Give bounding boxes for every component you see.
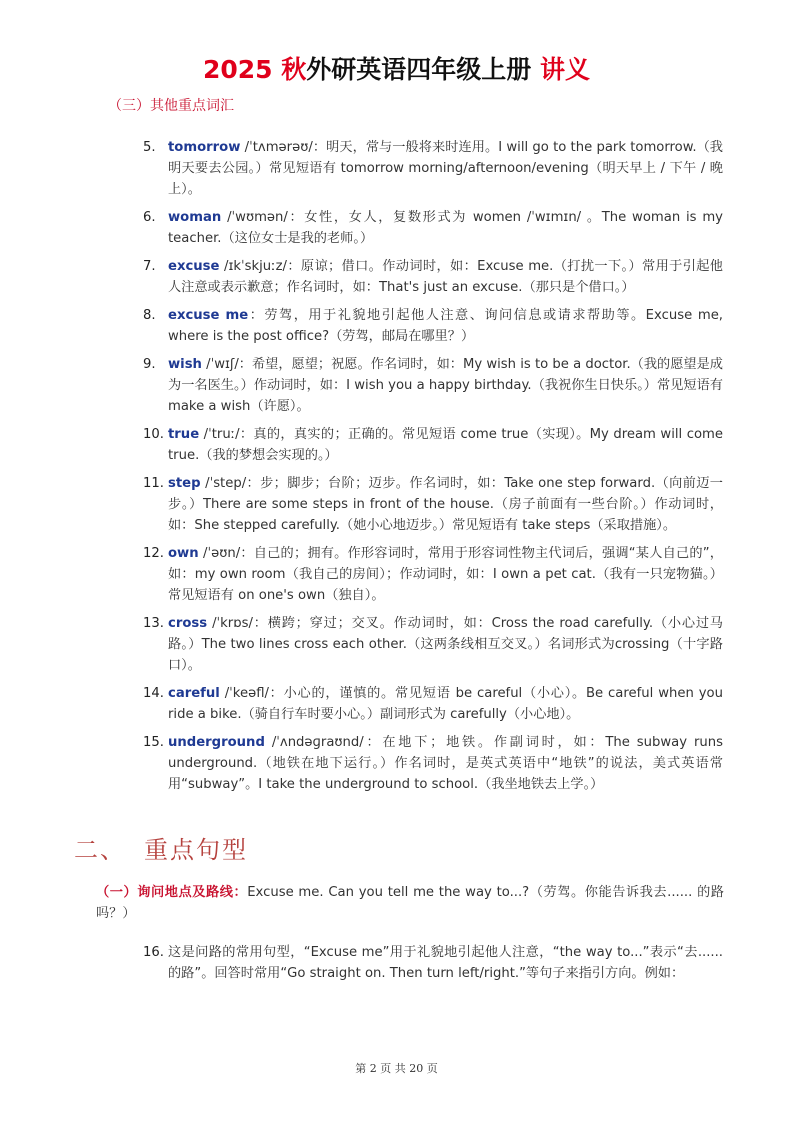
vocab-item bbox=[143, 424, 723, 466]
vocab-word: cross bbox=[168, 616, 208, 631]
title-year: 2025 秋 bbox=[202, 55, 307, 84]
vocab-item bbox=[143, 613, 723, 676]
page-footer: 第 2 页 共 20 页 bbox=[355, 1062, 438, 1075]
vocab-definition: /ˈʌndəɡraʊnd/：在地下；地铁。作副词时，如：The subway runs underground.（地铁在地下运行。）作名词时，是英式英语中“地铁”的说法，美式英语常用“subway”。I take the underground to school.（我坐地铁去上学。） bbox=[168, 735, 723, 792]
vocab-item bbox=[143, 354, 723, 417]
vocab-definition: /ˈwʊmən/：女性，女人，复数形式为 women /ˈwɪmɪn/ 。The woman is my teacher.（这位女士是我的老师。） bbox=[168, 210, 723, 246]
section-number: 二、 bbox=[74, 836, 126, 864]
item-number: 10. bbox=[143, 427, 164, 442]
page-title bbox=[0, 54, 793, 86]
vocab-item bbox=[143, 305, 723, 347]
section-heading bbox=[74, 834, 248, 866]
item-number: 6. bbox=[143, 210, 156, 225]
vocab-definition: /ɪkˈskjuːz/：原谅；借口。作动词时，如：Excuse me.（打扰一下。）常用于引起他人注意或表示歉意；作名词时，如：That's just an excuse.（那只是个借口。） bbox=[168, 259, 723, 295]
vocab-definition: ：劳驾，用于礼貌地引起他人注意、询问信息或请求帮助等。Excuse me, where is the post office?（劳驾，邮局在哪里？） bbox=[168, 308, 724, 344]
vocab-word: wish bbox=[168, 357, 202, 372]
vocab-word: excuse bbox=[168, 259, 220, 274]
vocab-item bbox=[143, 543, 723, 606]
vocab-definition: /ˈwɪʃ/：希望，愿望；祝愿。作名词时，如：My wish is to be a doctor.（我的愿望是成为一名医生。）作动词时，如：I wish you a happy birthday.（我祝你生日快乐。）常见短语有 make a wish（许愿）。 bbox=[168, 357, 723, 414]
item-number: 11. bbox=[143, 476, 164, 491]
item-number: 9. bbox=[143, 357, 156, 372]
vocab-definition: /ˈtʌmərəʊ/：明天，常与一般将来时连用。I will go to the park tomorrow.（我明天要去公园。）常见短语有 tomorrow morning/afternoon/evening（明天早上 / 下午 / 晚上）。 bbox=[168, 140, 723, 197]
vocab-item bbox=[143, 256, 723, 298]
vocab-subheading: （三）其他重点词汇 bbox=[108, 98, 234, 114]
title-main: 外研英语四年级上册 bbox=[306, 55, 540, 84]
vocab-word: woman bbox=[168, 210, 222, 225]
vocab-word: excuse me bbox=[168, 308, 249, 323]
vocab-item bbox=[143, 473, 723, 536]
item-number: 16. bbox=[143, 945, 164, 960]
title-suffix: 讲义 bbox=[540, 55, 591, 84]
vocab-definition: /ˈəʊn/：自己的；拥有。作形容词时，常用于形容词性物主代词后，强调“某人自己的”，如：my own room（我自己的房间）；作动词时，如：I own a pet cat.（我有一只宠物猫。）常见短语有 on one's own（独自）。 bbox=[168, 546, 723, 603]
vocab-definition: /ˈstep/：步；脚步；台阶；迈步。作名词时，如：Take one step forward.（向前迈一步。）There are some steps in front of the house.（房子前面有一些台阶。）作动词时，如：She stepped carefully.（她小心地迈步。）常见短语有 take steps（采取措施）。 bbox=[168, 476, 723, 533]
vocab-word: true bbox=[168, 427, 200, 442]
item-number: 12. bbox=[143, 546, 164, 561]
section-title-text: 重点句型 bbox=[144, 836, 248, 864]
vocab-word: step bbox=[168, 476, 201, 491]
vocab-word: careful bbox=[168, 686, 220, 701]
vocab-definition: /ˈkrɒs/：横跨；穿过；交叉。作动词时，如：Cross the road carefully.（小心过马路。）The two lines cross each other.（这两条线相互交叉。）名词形式为crossing（十字路口）。 bbox=[168, 616, 723, 673]
vocab-definition: /ˈtruː/：真的，真实的；正确的。常见短语 come true（实现）。My dream will come true.（我的梦想会实现的。） bbox=[168, 427, 723, 463]
pattern-label: （一）询问地点及路线： bbox=[96, 885, 248, 900]
item-number: 15. bbox=[143, 735, 164, 750]
pattern-text: Excuse me. Can you tell me the way to...?（劳驾。你能告诉我去...... 的路吗？） bbox=[96, 885, 724, 921]
vocab-word: tomorrow bbox=[168, 140, 241, 155]
item-number: 7. bbox=[143, 259, 156, 274]
item-number: 14. bbox=[143, 686, 164, 701]
vocab-item bbox=[143, 137, 723, 200]
item-number: 13. bbox=[143, 616, 164, 631]
vocab-word: underground bbox=[168, 735, 265, 750]
vocab-item bbox=[143, 732, 723, 795]
item-number: 8. bbox=[143, 308, 156, 323]
sentence-pattern bbox=[96, 882, 724, 924]
vocab-item bbox=[143, 207, 723, 249]
pattern-explanation bbox=[143, 942, 723, 984]
vocab-word: own bbox=[168, 546, 199, 561]
item-number: 5. bbox=[143, 140, 156, 155]
pattern-explanation-text: 这是问路的常用句型，“Excuse me”用于礼貌地引起他人注意，“the way to...”表示“去...... 的路”。回答时常用“Go straight on. Then turn left/right.”等句子来指引方向。例如： bbox=[168, 945, 723, 981]
vocab-definition: /ˈkeəfl/：小心的，谨慎的。常见短语 be careful（小心）。Be careful when you ride a bike.（骑自行车时要小心。）副词形式为 carefully（小心地）。 bbox=[168, 686, 723, 722]
vocab-item bbox=[143, 683, 723, 725]
vocab-list bbox=[143, 137, 723, 802]
